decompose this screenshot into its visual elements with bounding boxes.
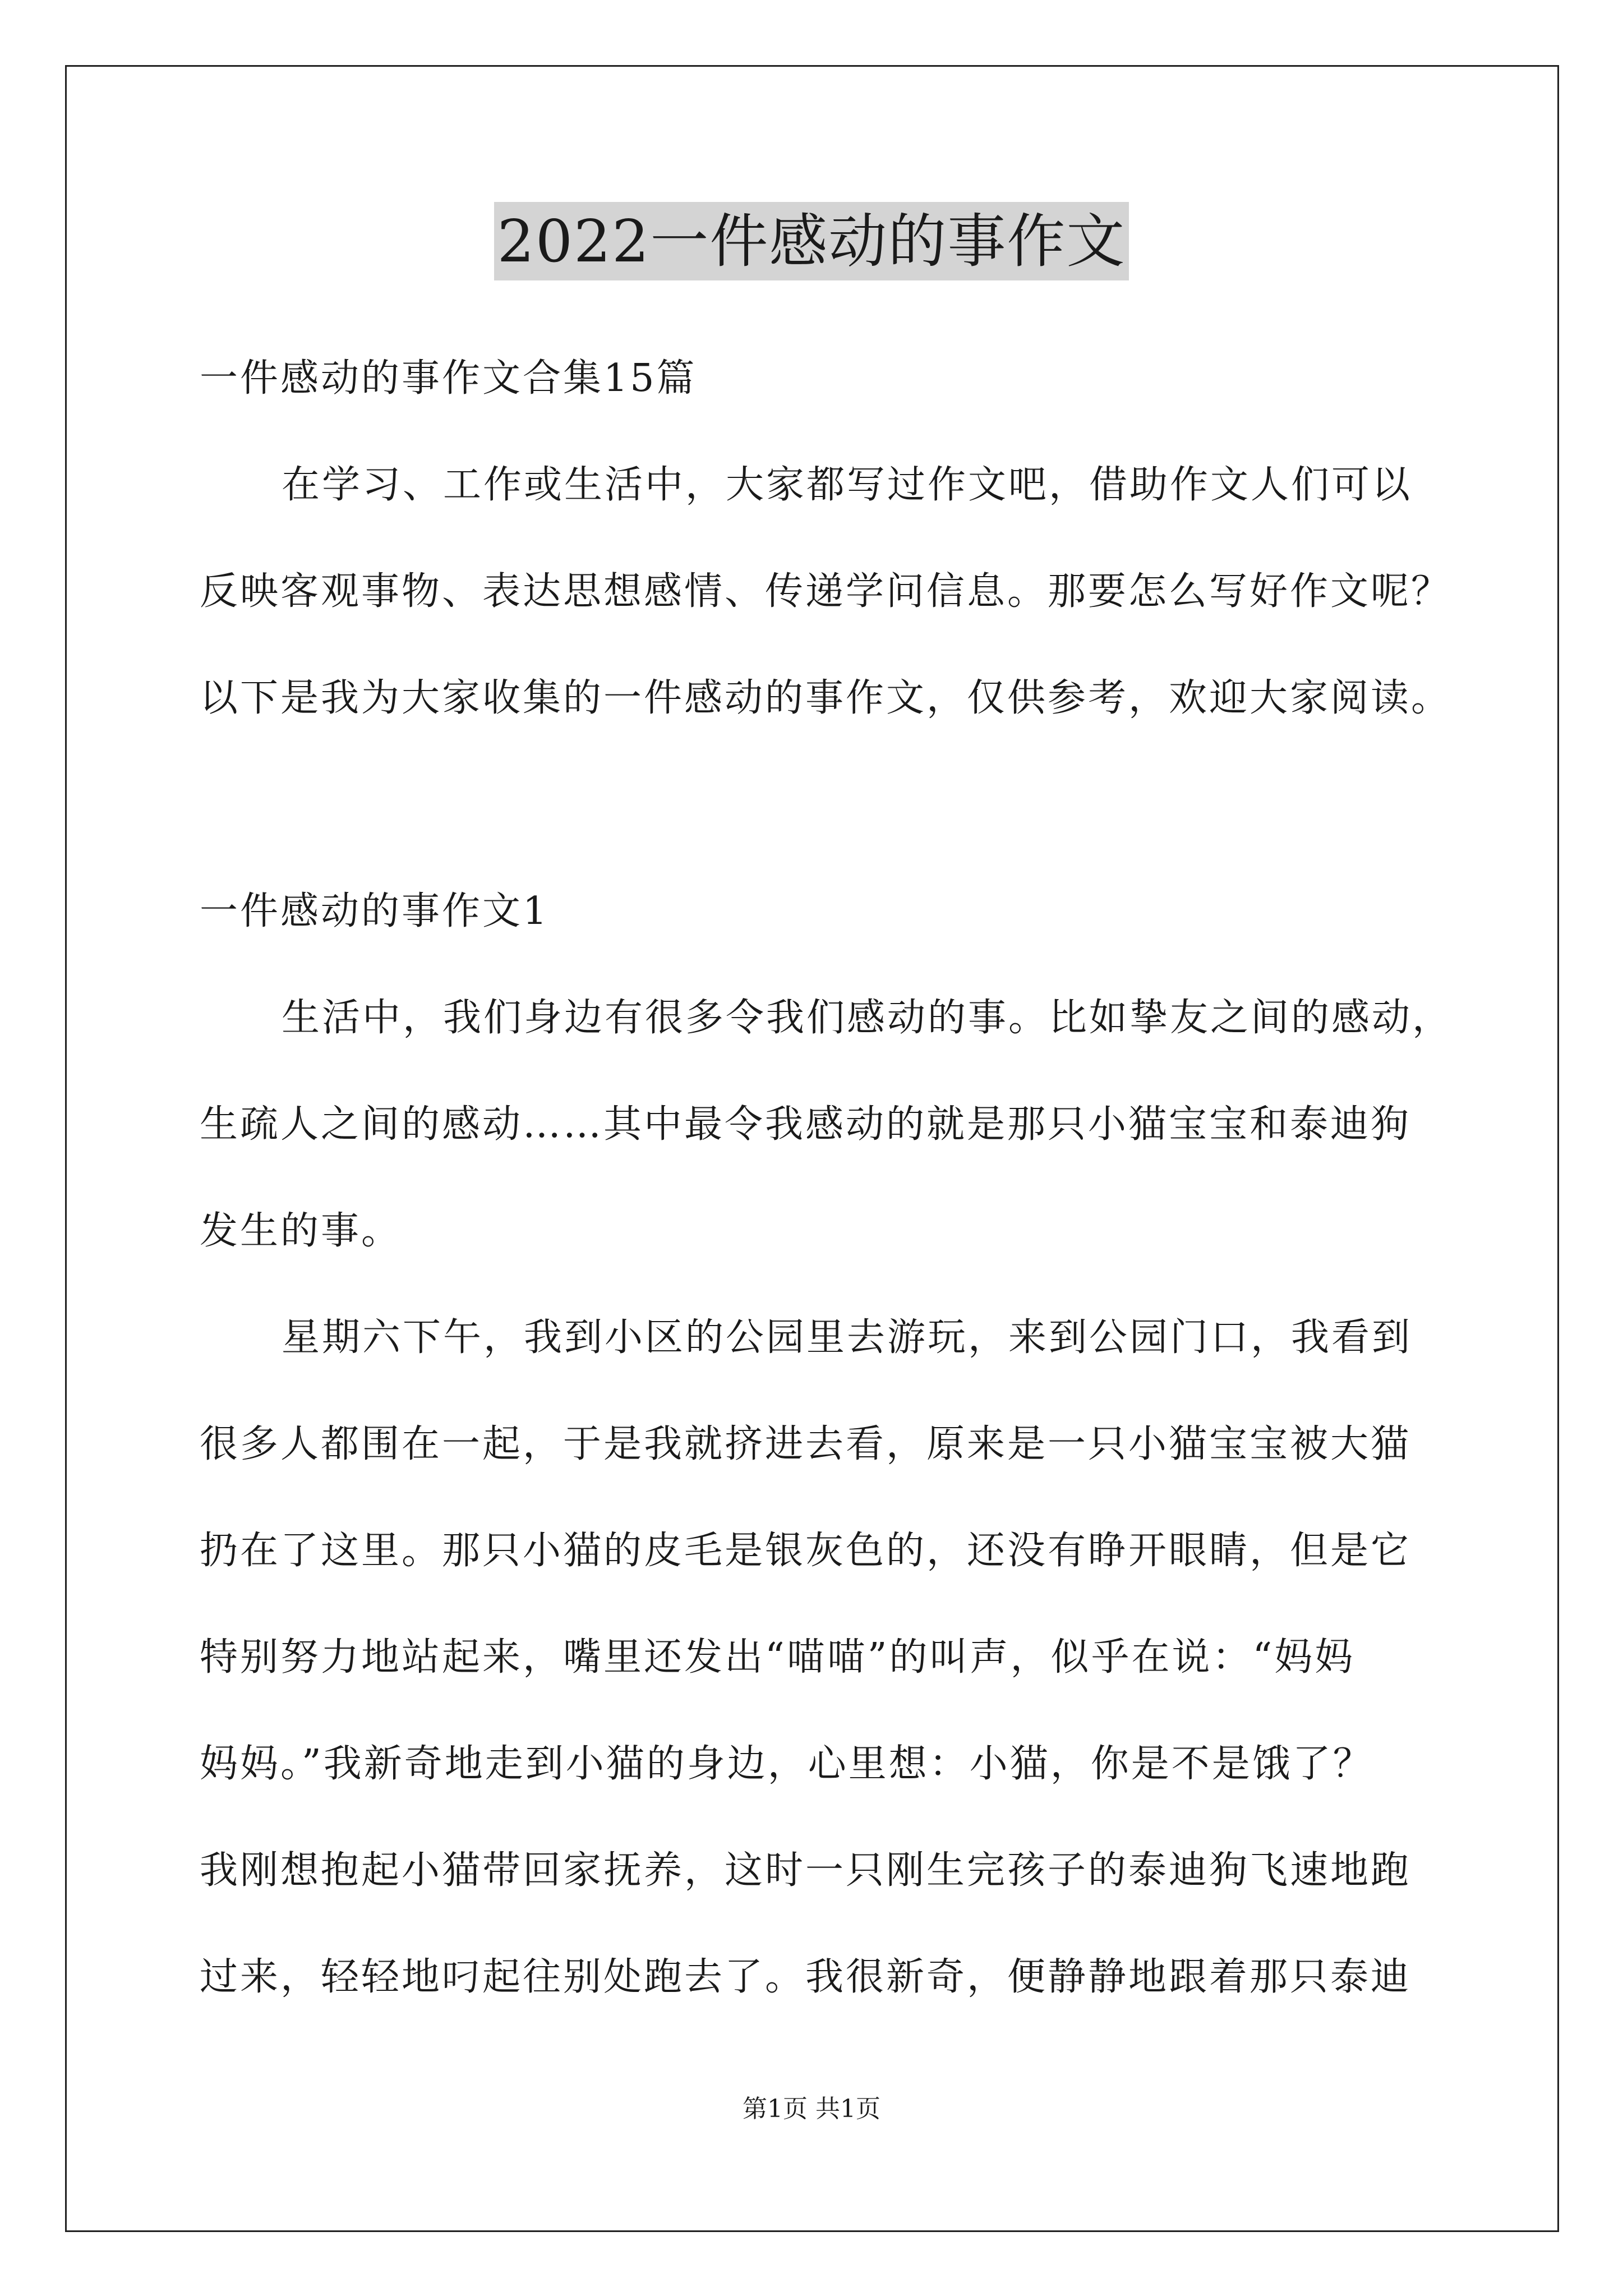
- intro-line-3: 以下是我为大家收集的一件感动的事作文，仅供参考，欢迎大家阅读。: [200, 676, 1452, 720]
- paragraph1-line-1: 生活中，我们身边有很多令我们感动的事。比如挚友之间的感动，: [282, 996, 1453, 1040]
- intro-line-2: 反映客观事物、表达思想感情、传递学问信息。那要怎么写好作文呢？: [200, 569, 1452, 614]
- paragraph2-line-6: 我刚想抱起小猫带回家抚养，这时一只刚生完孩子的泰迪狗飞速地跑: [200, 1848, 1412, 1893]
- paragraph2-line-5: 妈妈。”我新奇地走到小猫的身边，心里想：小猫，你是不是饿了？: [200, 1742, 1373, 1786]
- paragraph2-line-4: 特别努力地站起来，嘴里还发出“喵喵”的叫声，似乎在说：“妈妈: [200, 1635, 1355, 1680]
- paragraph2-line-7: 过来，轻轻地叼起往别处跑去了。我很新奇，便静静地跟着那只泰迪: [200, 1955, 1412, 1999]
- title-container: [0, 202, 1623, 280]
- paragraph1-line-2: 生疏人之间的感动……其中最令我感动的就是那只小猫宝宝和泰迪狗: [200, 1102, 1412, 1147]
- document-title: 2022一件感动的事作文: [494, 202, 1129, 280]
- document-subtitle: 一件感动的事作文合集15篇: [200, 356, 697, 401]
- page-footer: 第1页 共1页: [743, 2095, 880, 2123]
- paragraph1-line-3: 发生的事。: [200, 1209, 402, 1253]
- paragraph2-line-3: 扔在了这里。那只小猫的皮毛是银灰色的，还没有睁开眼睛，但是它: [200, 1529, 1412, 1573]
- paragraph2-line-1: 星期六下午，我到小区的公园里去游玩，来到公园门口，我看到: [282, 1315, 1413, 1360]
- intro-line-1: 在学习、工作或生活中，大家都写过作文吧，借助作文人们可以: [282, 463, 1413, 507]
- section-heading: 一件感动的事作文1: [200, 889, 550, 933]
- paragraph2-line-2: 很多人都围在一起，于是我就挤进去看，原来是一只小猫宝宝被大猫: [200, 1422, 1412, 1466]
